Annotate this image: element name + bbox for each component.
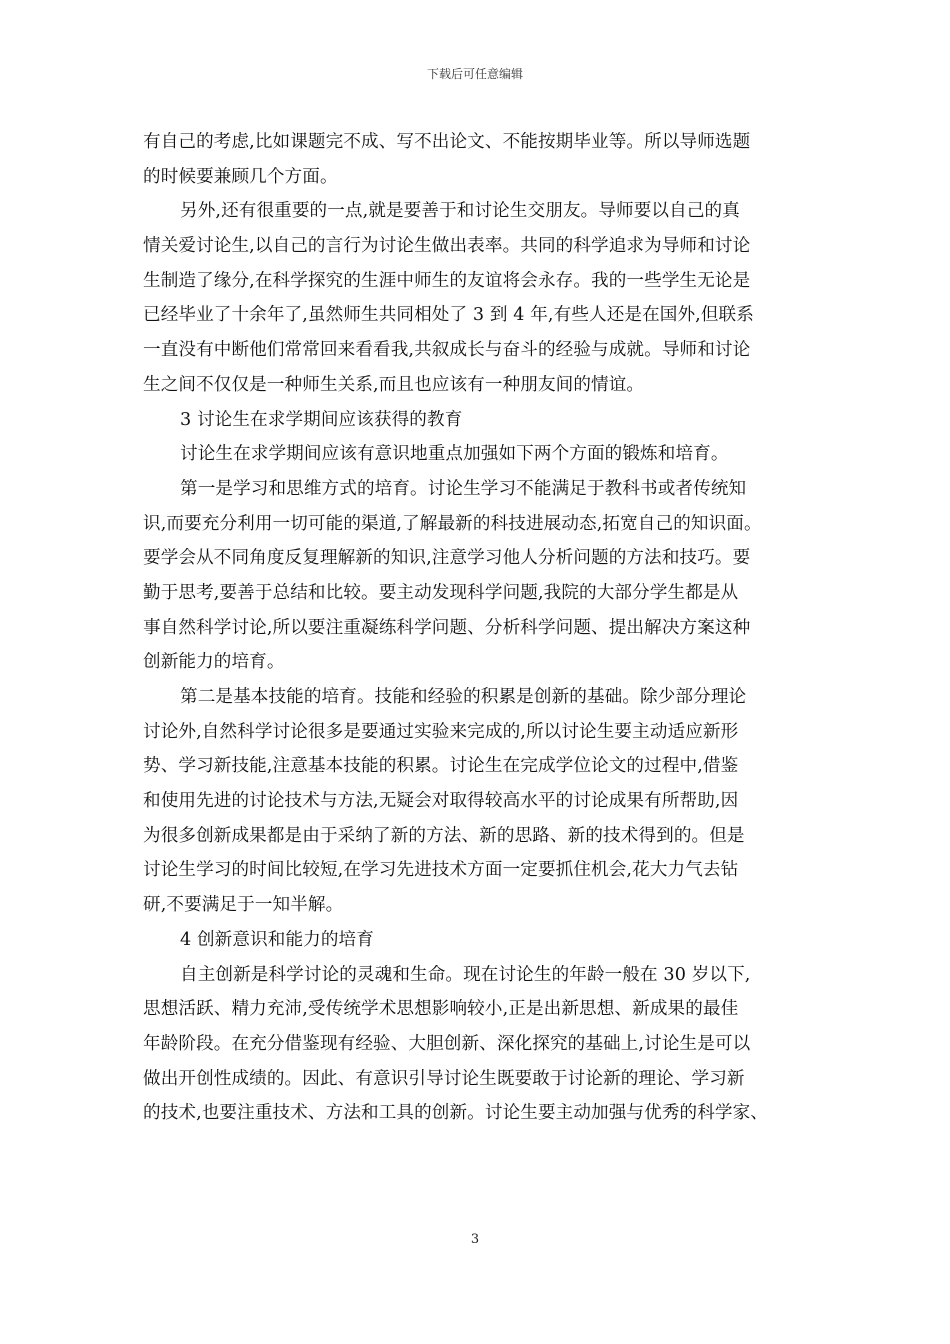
text-line: 讨论外,自然科学讨论很多是要通过实验来完成的,所以讨论生要主动适应新形 (143, 721, 739, 742)
text-line: 一直没有中断他们常常回来看看我,共叙成长与奋斗的经验与成就。导师和讨论 (143, 340, 751, 361)
text-line: 讨论生在求学期间应该有意识地重点加强如下两个方面的锻炼和培育。 (180, 444, 729, 465)
page-header: 下载后可任意编辑 (426, 67, 523, 81)
text-line: 已经毕业了十余年了,虽然师生共同相处了 3 到 4 年,有些人还是在国外,但联系 (143, 305, 754, 326)
page-number: 3 (470, 1232, 480, 1247)
text-line: 另外,还有很重要的一点,就是要善于和讨论生交朋友。导师要以自己的真 (180, 201, 740, 222)
text-line: 和使用先进的讨论技术与方法,无疑会对取得较高水平的讨论成果有所帮助,因 (143, 791, 739, 812)
text-line: 年龄阶段。在充分借鉴现有经验、大胆创新、深化探究的基础上,讨论生是可以 (143, 1033, 751, 1054)
text-line: 自主创新是科学讨论的灵魂和生命。现在讨论生的年龄一般在 30 岁以下, (180, 964, 751, 985)
text-line: 研,不要满足于一知半解。 (143, 895, 344, 916)
text-line: 创新能力的培育。 (143, 652, 285, 673)
text-line: 识,而要充分利用一切可能的渠道,了解最新的科技进展动态,拓宽自己的知识面。 (143, 513, 762, 534)
text-line: 事自然科学讨论,所以要注重凝练科学问题、分析科学问题、提出解决方案这种 (143, 617, 751, 638)
text-line: 为很多创新成果都是由于采纳了新的方法、新的思路、新的技术得到的。但是 (143, 825, 745, 846)
text-line: 要学会从不同角度反复理解新的知识,注意学习他人分析问题的方法和技巧。要 (143, 548, 751, 569)
text-line: 勤于思考,要善于总结和比较。要主动发现科学问题,我院的大部分学生都是从 (143, 582, 739, 603)
text-line: 生制造了缘分,在科学探究的生涯中师生的友谊将会永存。我的一些学生无论是 (143, 270, 751, 291)
section-heading: 4 创新意识和能力的培育 (180, 929, 374, 950)
text-line: 讨论生学习的时间比较短,在学习先进技术方面一定要抓住机会,花大力气去钻 (143, 860, 739, 881)
section-heading: 3 讨论生在求学期间应该获得的教育 (180, 409, 463, 430)
text-line: 做出开创性成绩的。因此、有意识引导讨论生既要敢于讨论新的理论、学习新 (143, 1068, 745, 1089)
text-line: 的技术,也要注重技术、方法和工具的创新。讨论生要主动加强与优秀的科学家、 (143, 1103, 768, 1124)
text-line: 势、学习新技能,注意基本技能的积累。讨论生在完成学位论文的过程中,借鉴 (143, 756, 739, 777)
text-line: 有自己的考虑,比如课题完不成、写不出论文、不能按期毕业等。所以导师选题 (143, 132, 751, 152)
text-line: 思想活跃、精力充沛,受传统学术思想影响较小,正是出新思想、新成果的最佳 (143, 999, 739, 1020)
text-line: 的时候要兼顾几个方面。 (143, 166, 338, 187)
text-line: 情关爱讨论生,以自己的言行为讨论生做出表率。共同的科学追求为导师和讨论 (143, 236, 751, 257)
text-line: 第一是学习和思维方式的培育。讨论生学习不能满足于教科书或者传统知 (180, 478, 747, 499)
text-line: 第二是基本技能的培育。技能和经验的积累是创新的基础。除少部分理论 (180, 687, 747, 707)
text-line: 生之间不仅仅是一种师生关系,而且也应该有一种朋友间的情谊。 (143, 374, 645, 395)
body-text (143, 125, 809, 1131)
